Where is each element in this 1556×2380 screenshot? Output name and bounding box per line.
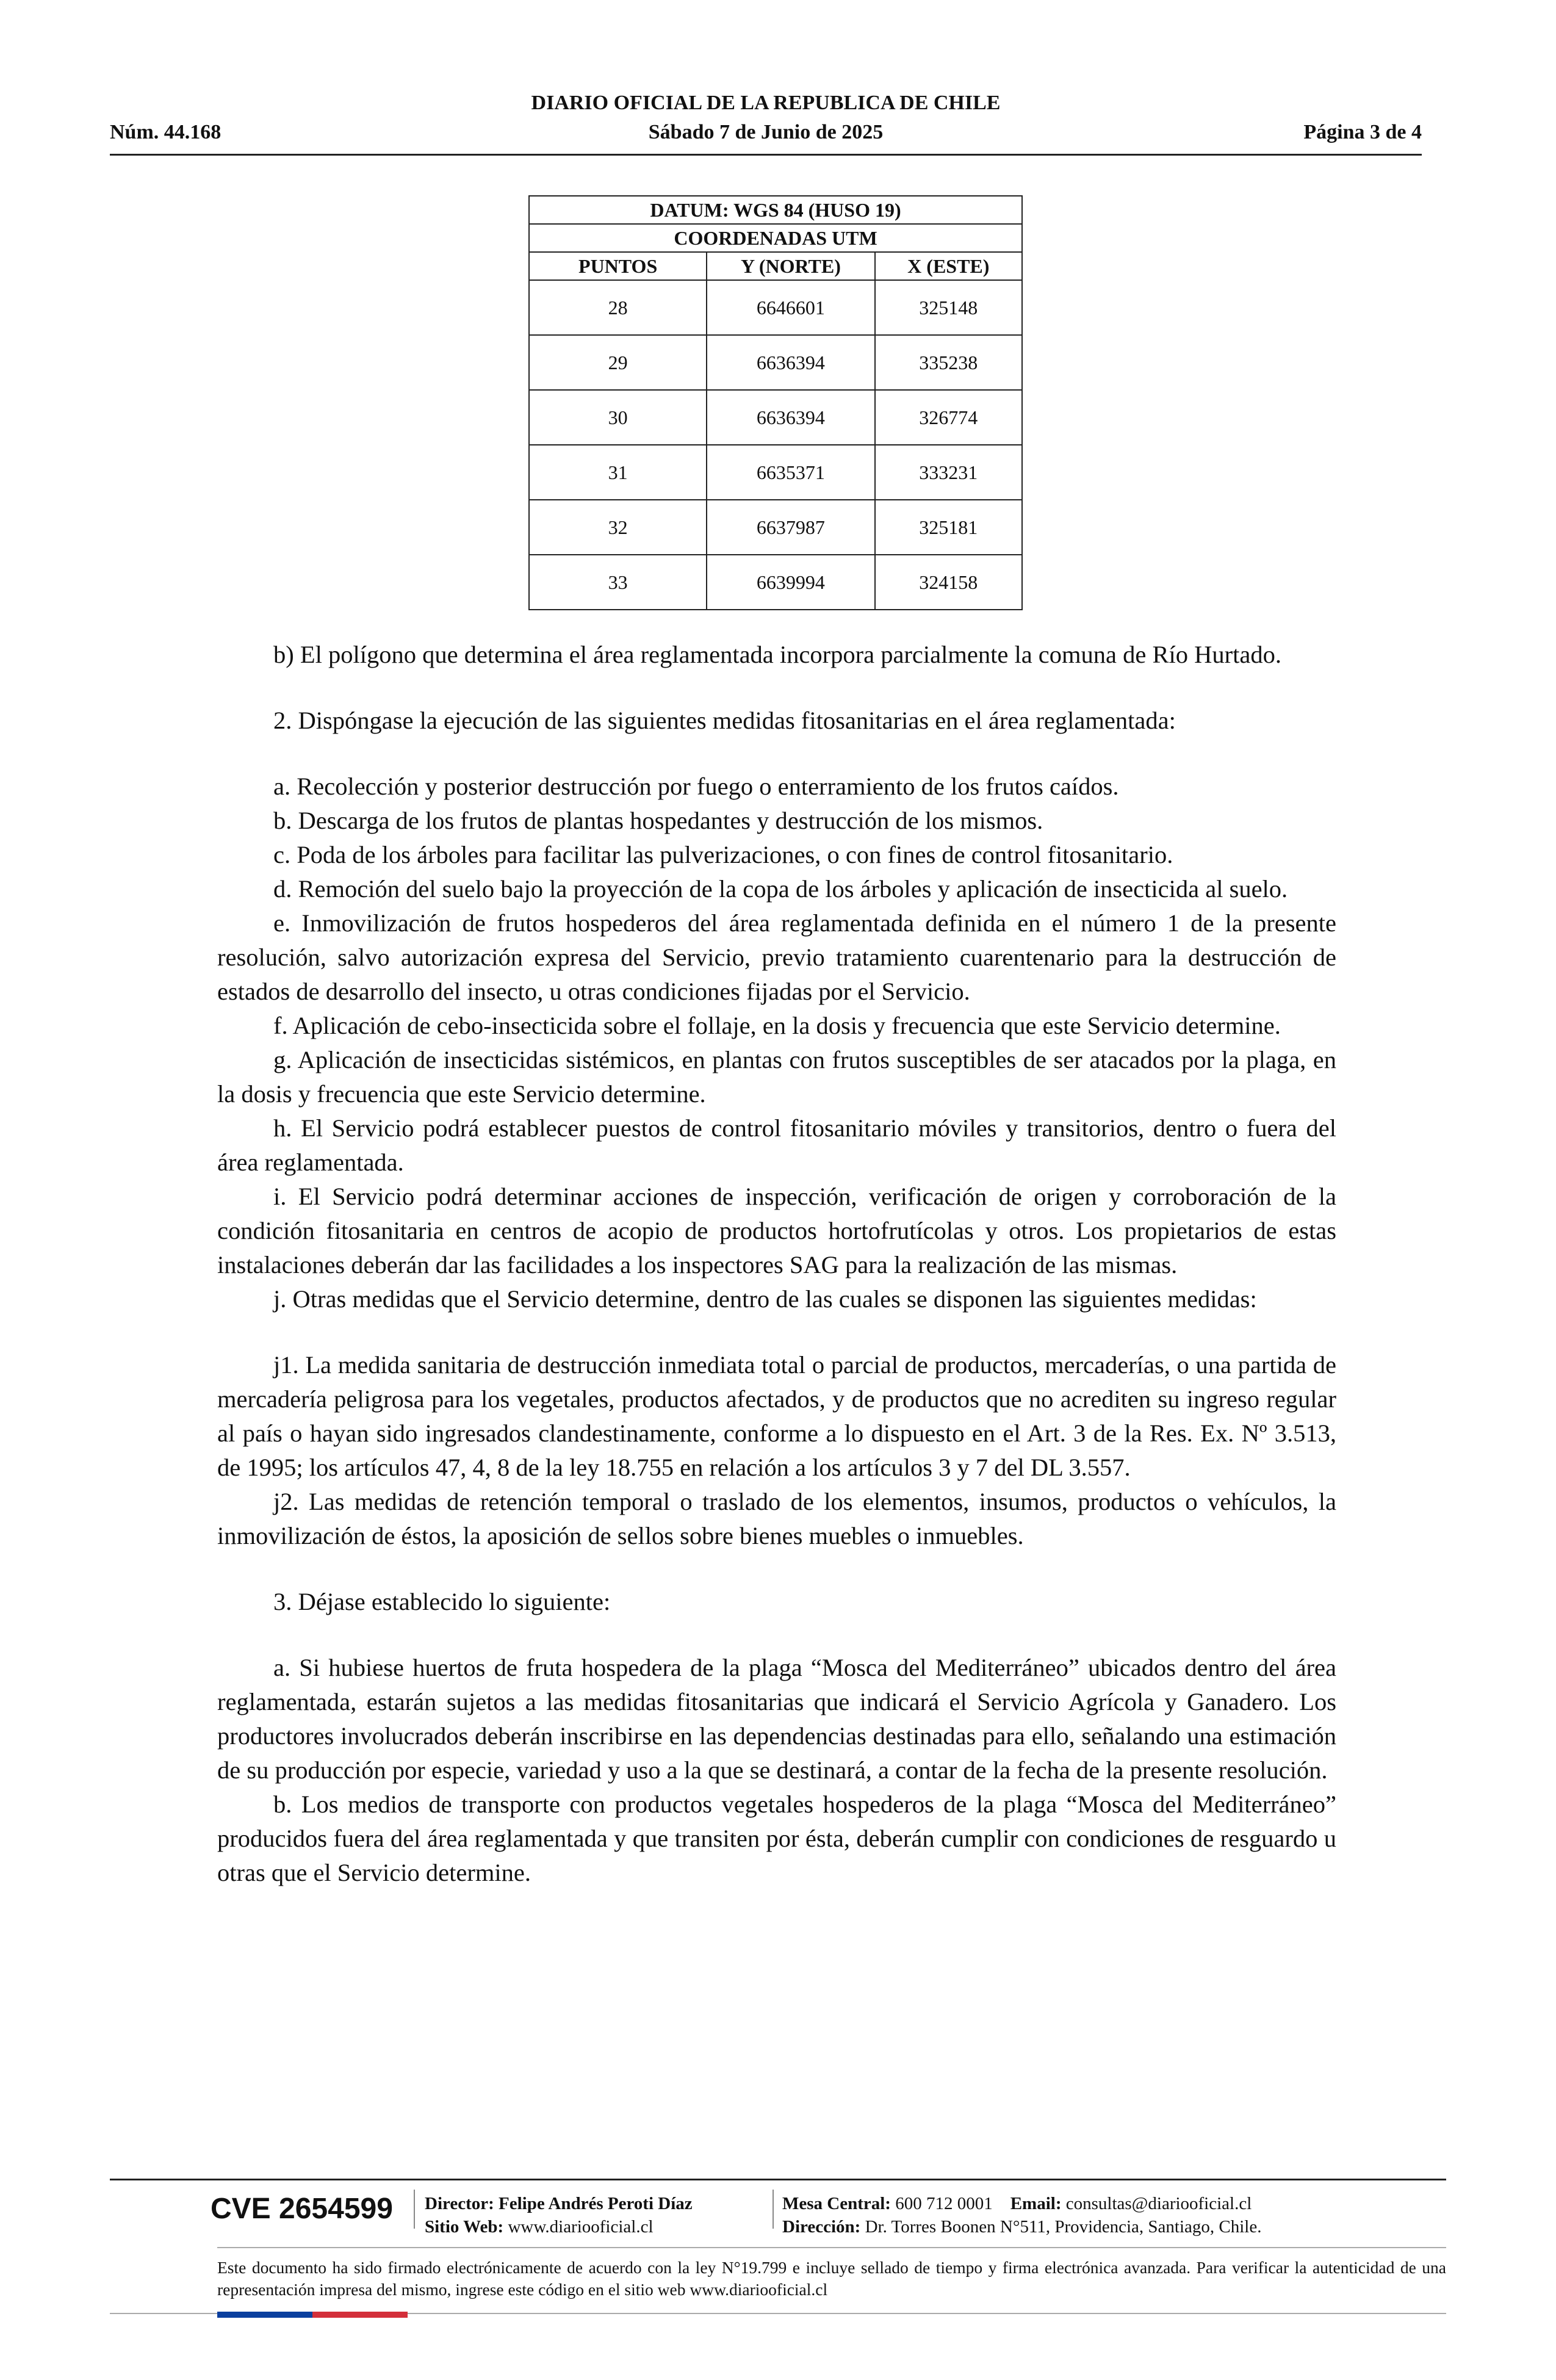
footer-separator (773, 2190, 774, 2229)
table-row (529, 500, 1022, 555)
paragraph-measure-j: j. Otras medidas que el Servicio determine, dentro de las cuales se disponen las siguientes medidas: (273, 1285, 1257, 1313)
issue-date: Sábado 7 de Junio de 2025 (648, 121, 884, 143)
paragraph-measure-h: h. El Servicio podrá establecer puestos de control fitosanitario móviles y transitorios, dentro o fuera del área reglamentada. (217, 1114, 1336, 1176)
cell-norte: 6646601 (707, 280, 874, 335)
paragraph-measure-f: f. Aplicación de cebo-insecticida sobre el follaje, en la dosis y frecuencia que este Servicio determine. (273, 1012, 1281, 1039)
cell-punto: 30 (529, 390, 707, 445)
paragraph-measure-a: a. Recolección y posterior destrucción por fuego o enterramiento de los frutos caídos. (273, 773, 1119, 800)
paragraph-section-3: 3. Déjase establecido lo siguiente: (273, 1588, 611, 1615)
flag-segment (360, 2312, 408, 2318)
cell-este: 325148 (875, 280, 1022, 335)
table-datum: DATUM: WGS 84 (HUSO 19) (529, 196, 1022, 224)
cell-norte: 6635371 (707, 445, 874, 500)
column-header-puntos: PUNTOS (529, 252, 707, 280)
cell-norte: 6636394 (707, 335, 874, 390)
cell-punto: 31 (529, 445, 707, 500)
website-label: Sitio Web: (425, 2217, 504, 2237)
utm-coordinates-table (528, 195, 1023, 610)
email-link[interactable]: consultas@diariooficial.cl (1065, 2194, 1252, 2213)
website-link[interactable]: www.diariooficial.cl (508, 2217, 654, 2237)
page-footer (110, 2179, 1446, 2319)
cell-norte: 6637987 (707, 500, 874, 555)
table-row (529, 555, 1022, 610)
page-indicator: Página 3 de 4 (1303, 121, 1422, 143)
paragraph-measure-d: d. Remoción del suelo bajo la proyección de la copa de los árboles y aplicación de insecticida al suelo. (273, 875, 1288, 903)
cell-punto: 28 (529, 280, 707, 335)
cell-este: 335238 (875, 335, 1022, 390)
footer-divider (110, 2179, 1446, 2180)
contact-line (782, 2192, 1252, 2215)
electronic-signature-notice: Este documento ha sido firmado electrónicamente de acuerdo con la ley N°19.799 e incluye sellado de tiempo y firma electrónica avanzada. Para verificar la autenticidad de una representación impresa del mismo, ingrese este código en el sitio web www.diariooficial.cl (217, 2258, 1446, 2299)
paragraph-section-2: 2. Dispóngase la ejecución de las siguientes medidas fitosanitarias en el área reglamentada: (273, 707, 1176, 734)
paragraph-measure-j2: j2. Las medidas de retención temporal o traslado de los elementos, insumos, productos o vehículos, la inmovilización de éstos, la aposición de sellos sobre bienes muebles o inmuebles. (217, 1488, 1336, 1549)
director-name: Felipe Andrés Peroti Díaz (499, 2194, 693, 2213)
cell-este: 333231 (875, 445, 1022, 500)
cell-este: 326774 (875, 390, 1022, 445)
column-header-este: X (ESTE) (875, 252, 1022, 280)
footer-inner-divider (217, 2247, 1446, 2248)
paragraph-measure-i: i. El Servicio podrá determinar acciones de inspección, verificación de origen y corroboración de la condición fitosanitaria en centros de acopio de productos hortofrutícolas y otros. Los propietarios de estas instalaciones deberán dar las facilidades a los inspectores SAG para la realización de las mismas. (217, 1183, 1336, 1278)
chile-flag-stripe (217, 2312, 408, 2318)
email-label: Email: (1010, 2194, 1062, 2213)
cell-punto: 33 (529, 555, 707, 610)
paragraph-measure-b: b. Descarga de los frutos de plantas hospedantes y destrucción de los mismos. (273, 807, 1043, 834)
paragraph-measure-j1: j1. La medida sanitaria de destrucción inmediata total o parcial de productos, mercaderías, o una partida de mercadería peligrosa para los vegetales, productos afectados, y de productos que no acrediten su ingreso regular al país o hayan sido ingresados clandestinamente, conforme a lo dispuesto en el Art. 3 de la Res. Ex. Nº 3.513, de 1995; los artículos 47, 4, 8 de la ley 18.755 en relación a los artículos 3 y 7 del DL 3.557. (217, 1351, 1336, 1481)
paragraph-measure-g: g. Aplicación de insecticidas sistémicos, en plantas con frutos susceptibles de ser atacados por la plaga, en la dosis y frecuencia que este Servicio determine. (217, 1046, 1336, 1108)
paragraph-measure-e: e. Inmovilización de frutos hospederos del área reglamentada definida en el número 1 de la presente resolución, salvo autorización expresa del Servicio, previo tratamiento cuarentenario para la destrucción de estados de desarrollo del insecto, u otras condiciones fijadas por el Servicio. (217, 909, 1336, 1005)
paragraph-section-3b: b. Los medios de transporte con productos vegetales hospederos de la plaga “Mosca del Mediterráneo” producidos fuera del área reglamentada y que transiten por ésta, deberán cumplir con condiciones de resguardo u otras que el Servicio determine. (217, 1790, 1336, 1886)
paragraph-polygon-b: b) El polígono que determina el área reglamentada incorpora parcialmente la comuna de Río Hurtado. (273, 641, 1281, 668)
paragraph-section-3a: a. Si hubiese huertos de fruta hospedera de la plaga “Mosca del Mediterráneo” ubicados dentro del área reglamentada, estarán sujetos a las medidas fitosanitarias que indicará el Servicio Agrícola y Ganadero. Los productores involucrados deberán inscribirse en las dependencias destinadas para ello, señalando una estimación de su producción por especie, variedad y uso a la que se destinará, a contar de la fecha de la presente resolución. (217, 1654, 1336, 1784)
cell-punto: 29 (529, 335, 707, 390)
mesa-phone: 600 712 0001 (895, 2194, 993, 2213)
cell-norte: 6636394 (707, 390, 874, 445)
cell-este: 325181 (875, 500, 1022, 555)
table-subtitle: COORDENADAS UTM (529, 224, 1022, 252)
resolution-body (217, 638, 1336, 1890)
address-line (782, 2215, 1261, 2238)
issue-number: Núm. 44.168 (110, 121, 222, 143)
address-text: Dr. Torres Boonen N°511, Providencia, Santiago, Chile. (865, 2217, 1262, 2237)
address-label: Dirección: (782, 2217, 861, 2237)
flag-segment (217, 2312, 265, 2318)
table-row (529, 280, 1022, 335)
flag-segment (265, 2312, 312, 2318)
director-label: Director: (425, 2194, 494, 2213)
table-row (529, 390, 1022, 445)
flag-segment (312, 2312, 360, 2318)
paragraph-measure-c: c. Poda de los árboles para facilitar las pulverizaciones, o con fines de control fitosanitario. (273, 841, 1173, 868)
director-line (425, 2192, 693, 2215)
mesa-label: Mesa Central: (782, 2194, 891, 2213)
table-row (529, 445, 1022, 500)
cell-norte: 6639994 (707, 555, 874, 610)
website-line (425, 2215, 654, 2238)
cell-punto: 32 (529, 500, 707, 555)
cell-este: 324158 (875, 555, 1022, 610)
table-row (529, 335, 1022, 390)
page-header (110, 92, 1422, 159)
column-header-norte: Y (NORTE) (707, 252, 874, 280)
cve-code: CVE 2654599 (211, 2193, 393, 2225)
footer-separator (414, 2190, 415, 2229)
header-divider (110, 154, 1422, 156)
newspaper-title: DIARIO OFICIAL DE LA REPUBLICA DE CHILE (531, 92, 1001, 114)
